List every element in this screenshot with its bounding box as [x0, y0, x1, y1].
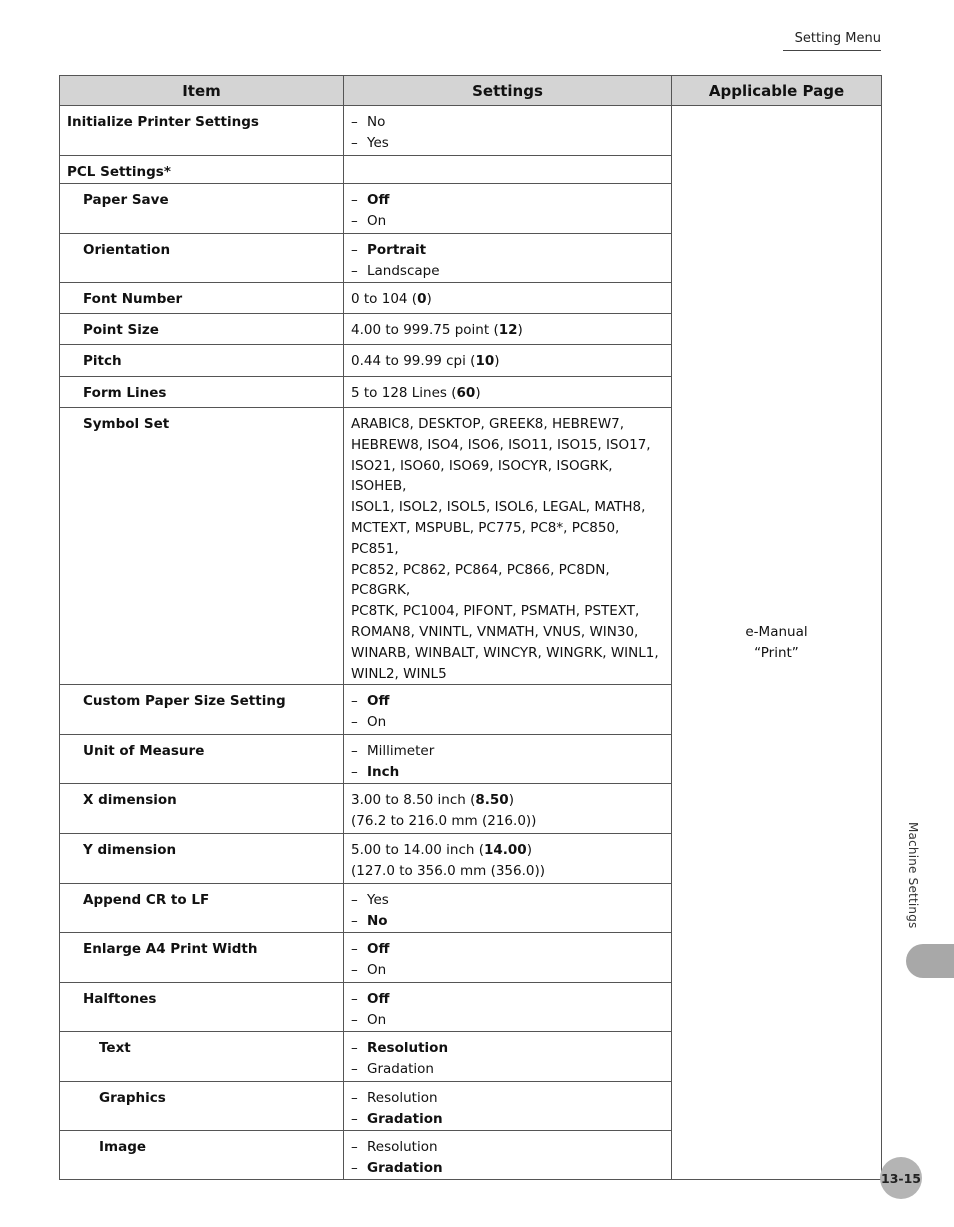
setting-options: – No – Yes — [344, 106, 672, 156]
table-row — [60, 106, 882, 156]
table-header-row — [60, 76, 882, 106]
default-option: Off — [367, 941, 390, 958]
column-header-settings: Settings — [344, 76, 672, 106]
symbol-set-line: MCTEXT, MSPUBL, PC775, PC8*, PC850, PC851, — [351, 519, 620, 557]
default-value: 0 — [417, 291, 427, 307]
default-value: 12 — [498, 322, 518, 338]
setting-options: – Yes – No — [344, 884, 672, 933]
symbol-set-line: ARABIC8, DESKTOP, GREEK8, HEBREW7, — [351, 416, 625, 432]
default-value: 8.50 — [475, 792, 509, 809]
setting-options: – Off – On — [344, 184, 672, 234]
applicable-page-manual: e-Manual — [745, 623, 808, 640]
default-option: Off — [367, 192, 390, 208]
item-name: Halftones — [60, 983, 344, 1032]
running-head: Setting Menu — [794, 31, 881, 46]
setting-options: – Resolution – Gradation — [344, 1082, 672, 1131]
option: Millimeter — [367, 743, 435, 760]
default-option: Portrait — [367, 242, 427, 258]
symbol-set-line: ISO21, ISO60, ISO69, ISOCYR, ISOGRK, ISOHEB, — [351, 457, 613, 495]
default-option: Gradation — [367, 1160, 443, 1177]
setting-range: 5 to 128 Lines (60) — [344, 377, 672, 408]
default-value: 10 — [475, 353, 495, 369]
symbol-set-line: ISOL1, ISOL2, ISOL5, ISOL6, LEGAL, MATH8, — [351, 499, 646, 516]
option: Landscape — [367, 262, 440, 279]
setting-options: – Resolution – Gradation — [344, 1131, 672, 1180]
item-name: Paper Save — [60, 184, 344, 234]
item-name: Point Size — [60, 314, 344, 345]
column-header-item: Item — [60, 76, 344, 106]
symbol-set-line: WINARB, WINBALT, WINCYR, WINGRK, WINL1, — [351, 644, 659, 661]
symbol-set-line: PC8TK, PC1004, PIFONT, PSMATH, PSTEXT, — [351, 603, 640, 620]
setting-options: – Off – On — [344, 685, 672, 735]
option: Yes — [367, 134, 389, 151]
item-name: Text — [60, 1032, 344, 1082]
side-tab-label: Machine Settings — [906, 822, 920, 929]
setting-range: 0.44 to 99.99 cpi (10) — [344, 345, 672, 377]
item-name: Unit of Measure — [60, 735, 344, 784]
default-option: No — [367, 913, 388, 930]
setting-options: – Off – On — [344, 983, 672, 1032]
item-name: X dimension — [60, 784, 344, 834]
item-name: Font Number — [60, 283, 344, 314]
item-name: Enlarge A4 Print Width — [60, 933, 344, 983]
default-value: 14.00 — [483, 842, 527, 859]
option: Gradation — [367, 1061, 434, 1078]
setting-options — [344, 156, 672, 184]
item-name: Y dimension — [60, 834, 344, 884]
option: On — [367, 212, 387, 229]
default-option: Off — [367, 693, 390, 710]
option: Resolution — [367, 1139, 438, 1156]
option: On — [367, 1012, 387, 1029]
default-option: Inch — [367, 764, 400, 781]
setting-range: 4.00 to 999.75 point (12) — [344, 314, 672, 345]
default-value: 60 — [456, 385, 476, 401]
symbol-set-line: ROMAN8, VNINTL, VNMATH, VNUS, WIN30, — [351, 623, 639, 640]
chapter-thumb-tab — [906, 944, 954, 978]
default-option: Resolution — [367, 1040, 449, 1057]
running-head-rule — [783, 50, 881, 51]
symbol-set-line: HEBREW8, ISO4, ISO6, ISO11, ISO15, ISO17, — [351, 436, 651, 453]
default-option: Gradation — [367, 1111, 443, 1128]
item-name: Graphics — [60, 1082, 344, 1131]
applicable-page-chapter: “Print” — [754, 644, 799, 661]
setting-options: – Resolution – Gradation — [344, 1032, 672, 1082]
item-name: Symbol Set — [60, 408, 344, 685]
metric-range: (76.2 to 216.0 mm (216.0)) — [351, 813, 537, 830]
setting-range: 3.00 to 8.50 inch (8.50) (76.2 to 216.0 mm (216.0)) — [344, 784, 672, 834]
item-name: Initialize Printer Settings — [60, 106, 344, 156]
setting-options: – Millimeter – Inch — [344, 735, 672, 784]
column-header-applicable-page: Applicable Page — [672, 76, 882, 106]
option: Yes — [367, 892, 389, 909]
symbol-set-line: PC852, PC862, PC864, PC866, PC8DN, PC8GRK, — [351, 561, 610, 599]
item-name: Pitch — [60, 345, 344, 377]
item-name: Image — [60, 1131, 344, 1180]
applicable-page-cell — [672, 106, 882, 1180]
setting-options: – Portrait – Landscape — [344, 234, 672, 283]
option: On — [367, 714, 387, 731]
metric-range: (127.0 to 356.0 mm (356.0)) — [351, 863, 546, 880]
settings-table — [59, 75, 882, 1180]
symbol-set-list — [344, 408, 672, 685]
setting-range: 5.00 to 14.00 inch (14.00) (127.0 to 356.0 mm (356.0)) — [344, 834, 672, 884]
default-option: Off — [367, 991, 390, 1008]
option: No — [367, 114, 386, 130]
option: Resolution — [367, 1090, 438, 1107]
item-name: Form Lines — [60, 377, 344, 408]
setting-options: – Off – On — [344, 933, 672, 983]
item-name: PCL Settings* — [60, 156, 344, 184]
page-number-badge: 13-15 — [880, 1157, 922, 1199]
item-name: Append CR to LF — [60, 884, 344, 933]
option: On — [367, 962, 387, 979]
item-name: Custom Paper Size Setting — [60, 685, 344, 735]
symbol-set-line: WINL2, WINL5 — [351, 665, 447, 682]
setting-range: 0 to 104 (0) — [344, 283, 672, 314]
item-name: Orientation — [60, 234, 344, 283]
